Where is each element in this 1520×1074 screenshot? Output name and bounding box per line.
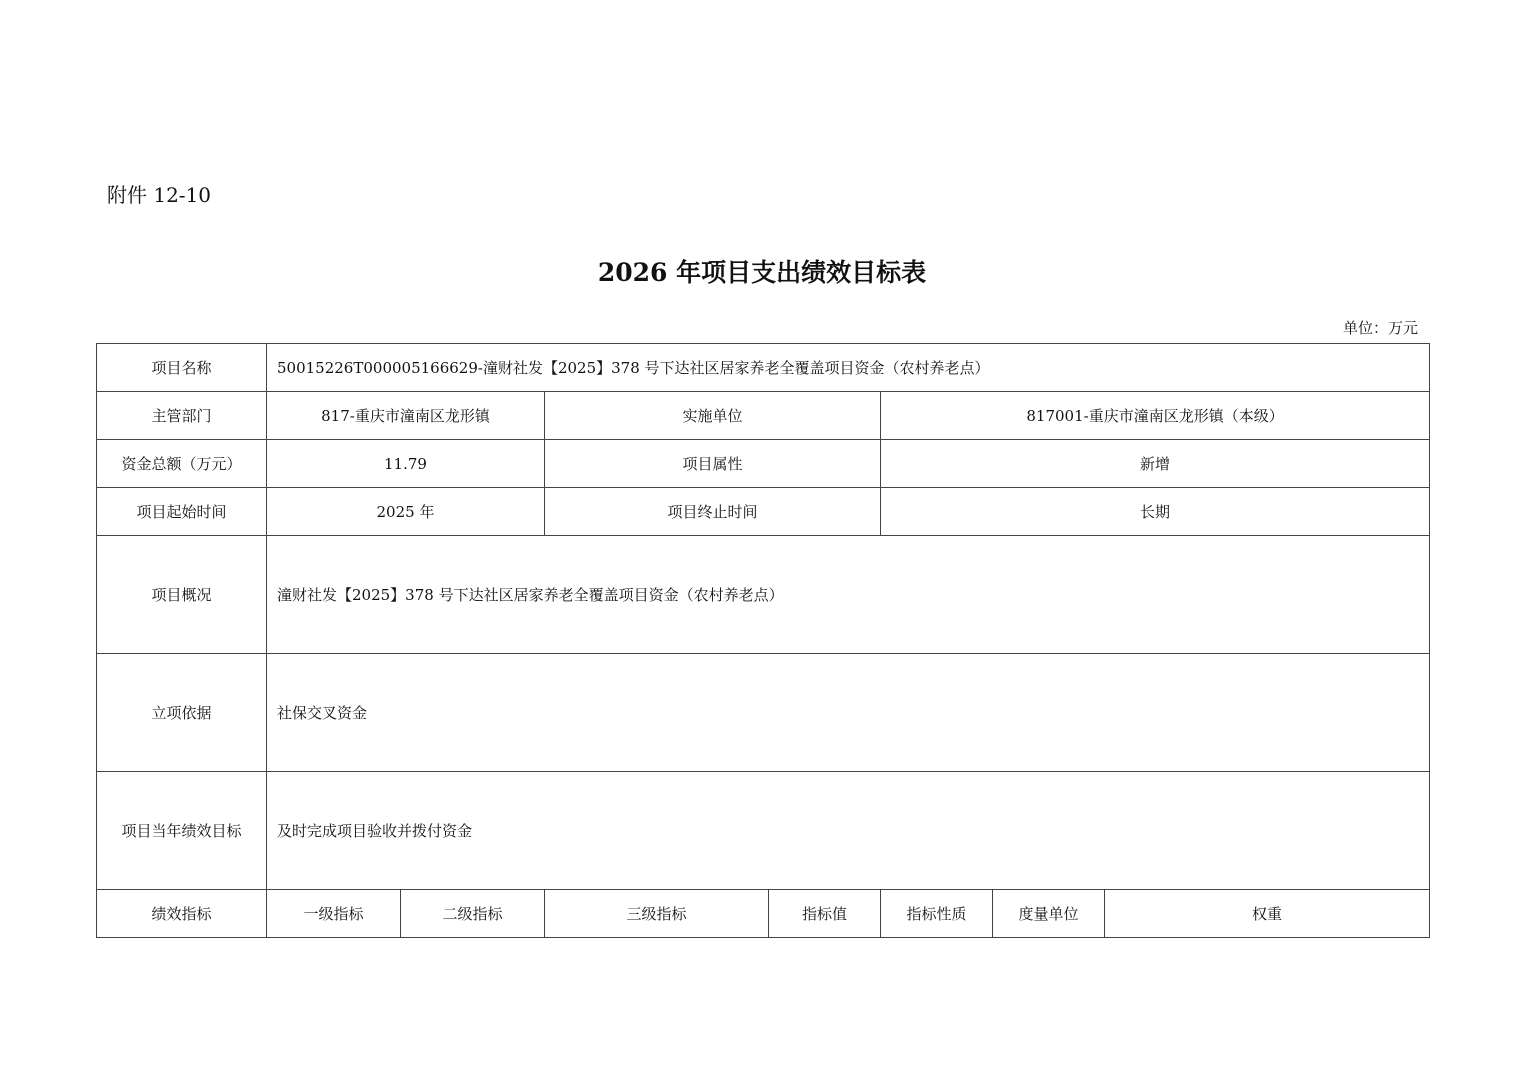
column-header: 指标性质: [881, 890, 993, 938]
total-funds-label: 资金总额（万元）: [97, 440, 267, 488]
project-name-value: 50015226T000005166629-潼财社发【2025】378 号下达社区居家养老全覆盖项目资金（农村养老点）: [267, 344, 1430, 392]
department-value: 817-重庆市潼南区龙形镇: [267, 392, 545, 440]
row-project-name: [97, 344, 1430, 392]
attribute-value: 新增: [881, 440, 1430, 488]
start-time-label: 项目起始时间: [97, 488, 267, 536]
attachment-label: 附件 12-10: [107, 183, 212, 207]
basis-value: 社保交叉资金: [267, 654, 1430, 772]
column-header: 度量单位: [993, 890, 1105, 938]
indicators-label: 绩效指标: [97, 890, 267, 938]
column-header: 二级指标: [401, 890, 545, 938]
performance-target-table: [96, 343, 1430, 938]
implementer-value: 817001-重庆市潼南区龙形镇（本级）: [881, 392, 1430, 440]
column-header: 指标值: [769, 890, 881, 938]
attribute-label: 项目属性: [545, 440, 881, 488]
column-header: 三级指标: [545, 890, 769, 938]
row-overview: [97, 536, 1430, 654]
end-time-value: 长期: [881, 488, 1430, 536]
column-header: 一级指标: [267, 890, 401, 938]
row-funds: [97, 440, 1430, 488]
row-basis: [97, 654, 1430, 772]
basis-label: 立项依据: [97, 654, 267, 772]
implementer-label: 实施单位: [545, 392, 881, 440]
unit-label: 单位：万元: [1342, 319, 1418, 337]
column-header: 权重: [1105, 890, 1430, 938]
annual-goal-label: 项目当年绩效目标: [97, 772, 267, 890]
department-label: 主管部门: [97, 392, 267, 440]
row-indicators-header: [97, 890, 1430, 938]
annual-goal-value: 及时完成项目验收并拨付资金: [267, 772, 1430, 890]
row-annual-goal: [97, 772, 1430, 890]
row-department: [97, 392, 1430, 440]
start-time-value: 2025 年: [267, 488, 545, 536]
page-title: 2026 年项目支出绩效目标表: [597, 258, 927, 287]
overview-value: 潼财社发【2025】378 号下达社区居家养老全覆盖项目资金（农村养老点）: [267, 536, 1430, 654]
row-time: [97, 488, 1430, 536]
total-funds-value: 11.79: [267, 440, 545, 488]
project-name-label: 项目名称: [97, 344, 267, 392]
end-time-label: 项目终止时间: [545, 488, 881, 536]
overview-label: 项目概况: [97, 536, 267, 654]
